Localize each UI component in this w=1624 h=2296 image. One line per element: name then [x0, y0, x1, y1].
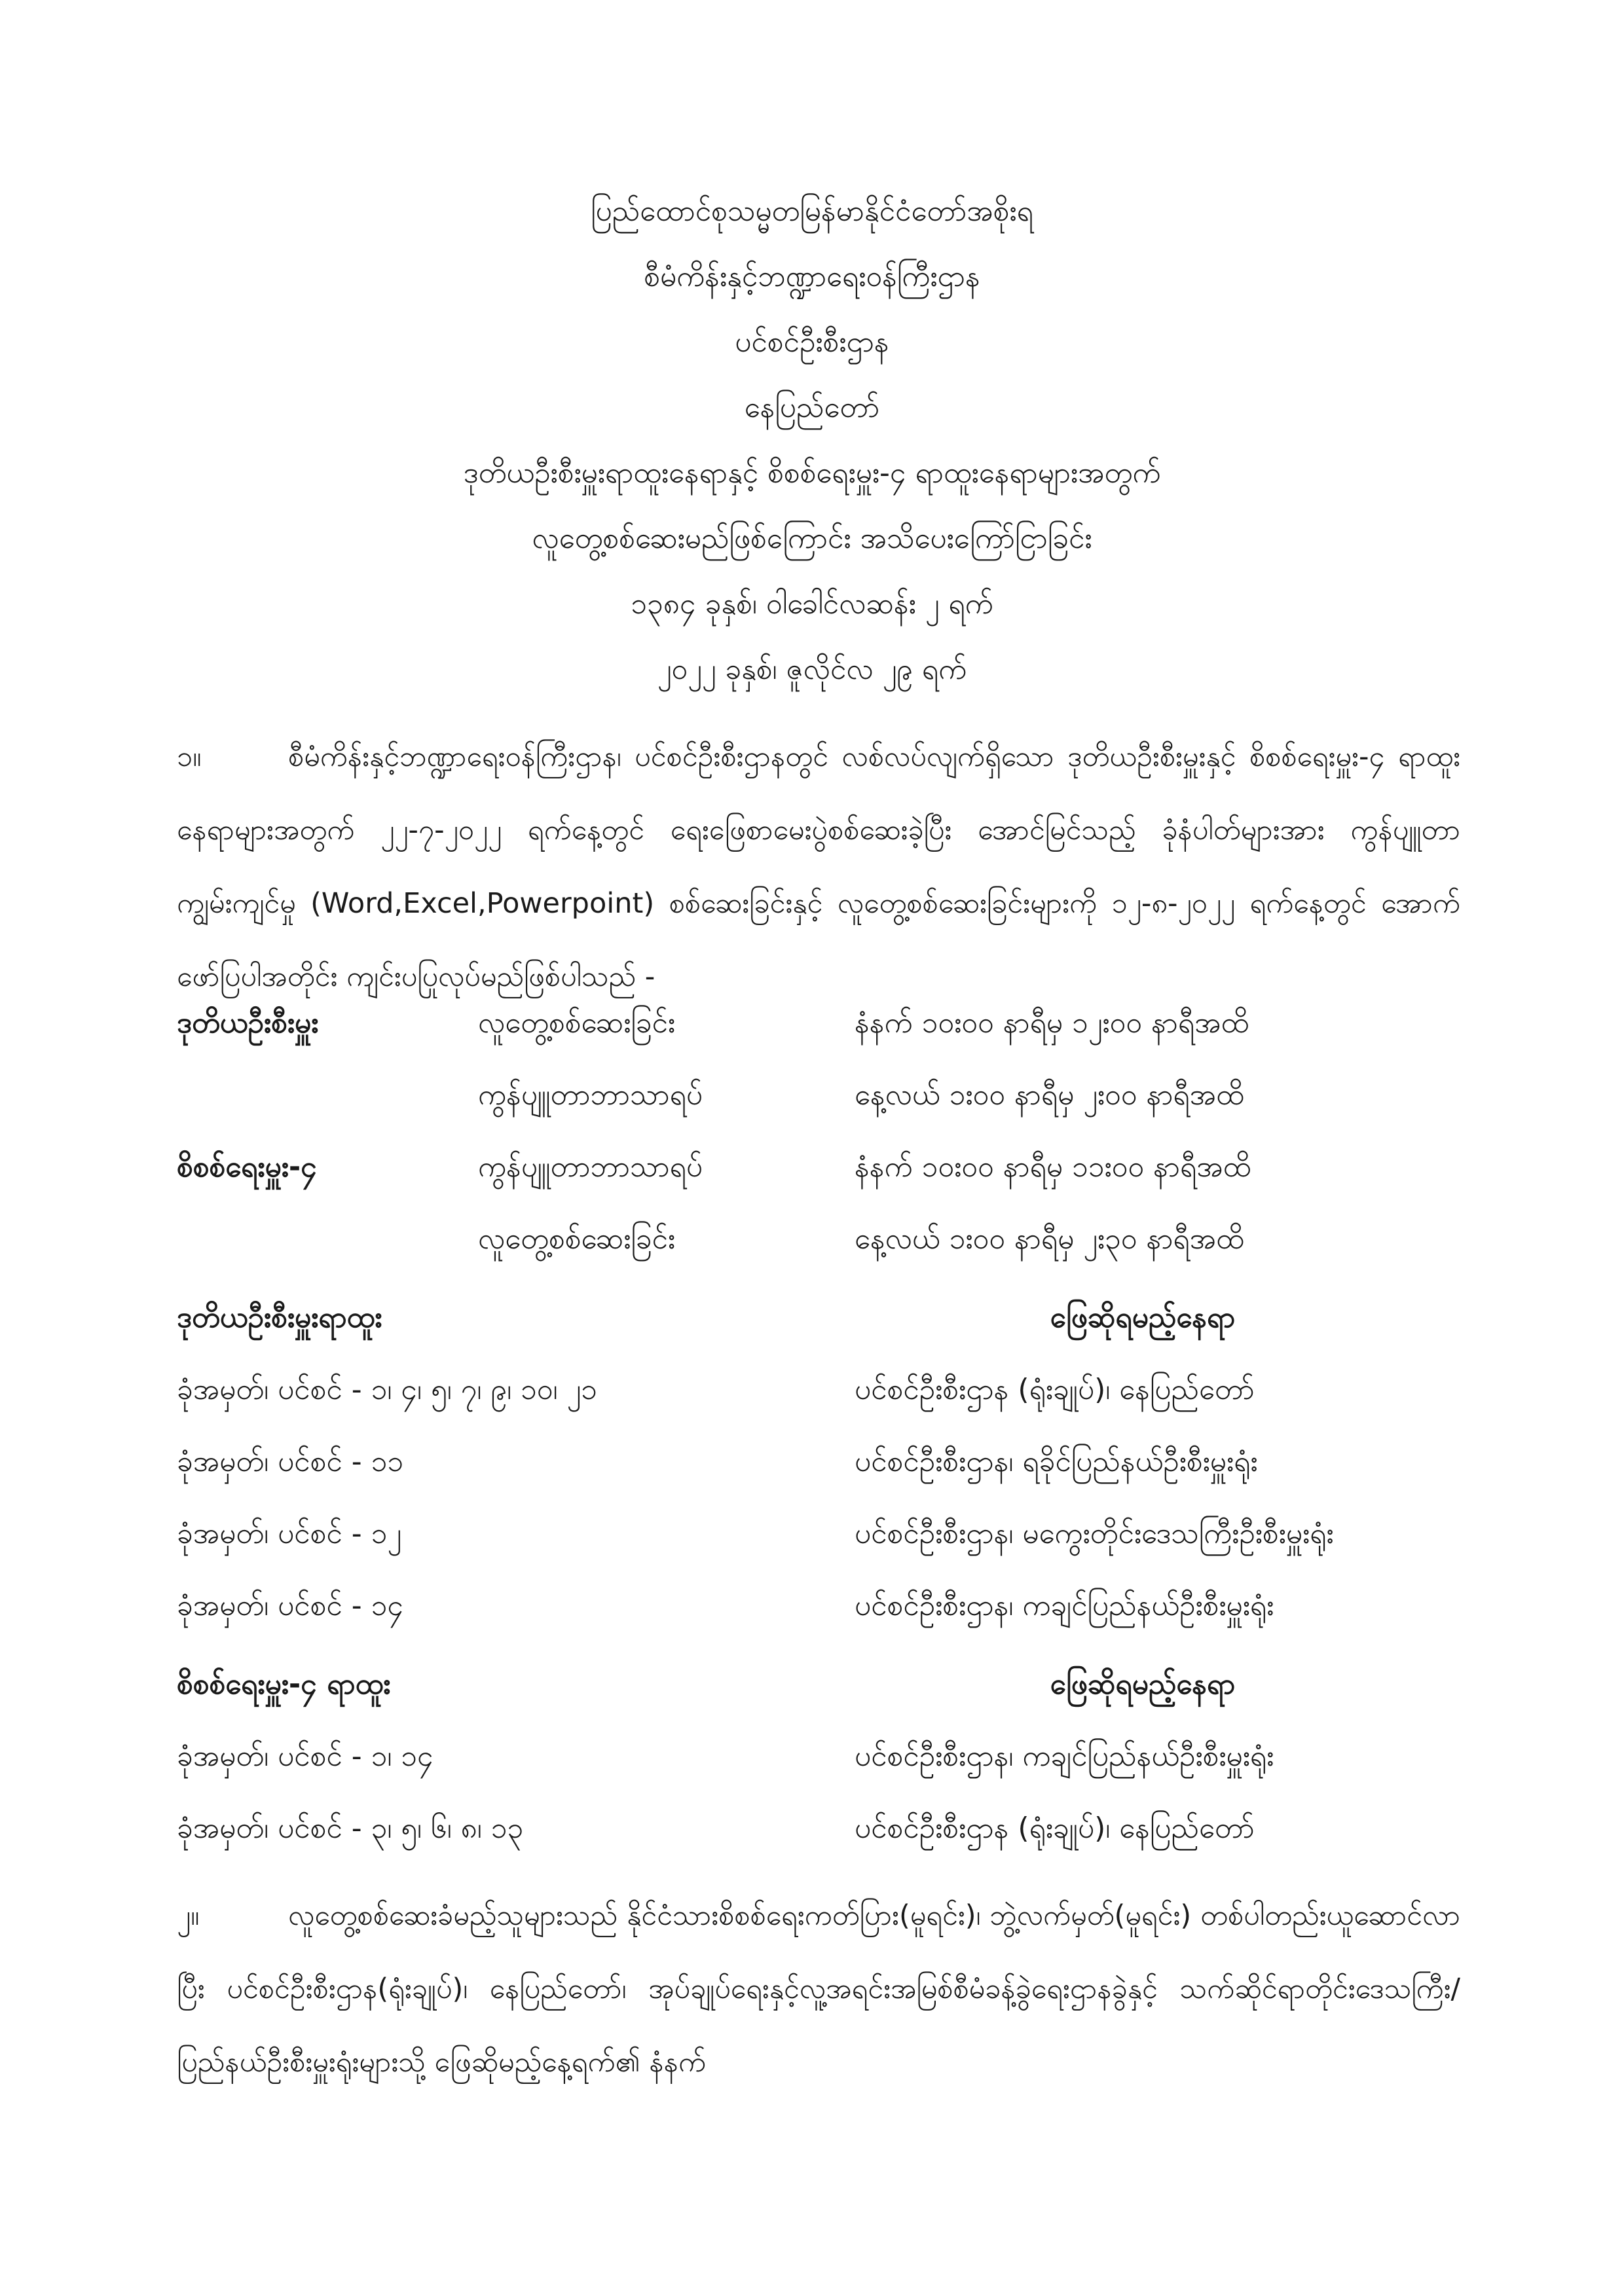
- exam-location: ပင်စင်ဦးစီးဌာန၊ ကချင်ပြည်နယ်ဦးစီးမှူးရုံး: [855, 1589, 1274, 1622]
- header-ministry: စီမံကိန်းနှင့်ဘဏ္ဍာရေးဝန်ကြီးဌာန: [644, 260, 980, 293]
- seat-numbers: ခုံအမှတ်၊ ပင်စင် - ၁၊ ၄၊ ၅၊ ၇၊ ၉၊ ၁၀၊ ၂၁: [177, 1373, 597, 1406]
- exam-location: ပင်စင်ဦးစီးဌာန၊ ရခိုင်ပြည်နယ်ဦးစီးမှူးရုံး: [855, 1445, 1258, 1478]
- header-department: ပင်စင်ဦးစီးဌာန: [735, 325, 889, 359]
- paragraph-number: ၁။: [177, 740, 202, 773]
- schedule-time: နေ့လယ် ၁း၀၀ နာရီမှ ၂း၀၀ နာရီအထိ: [855, 1078, 1244, 1112]
- exam-location: ပင်စင်ဦးစီးဌာန (ရုံးချုပ်)၊ နေပြည်တော်: [855, 1373, 1255, 1406]
- header-subject: ဒုတိယဦးစီးမှူးရာထူးနေရာနှင့် စိစစ်ရေးမှူး-၄ ရာထူးနေရာများအတွက်: [463, 456, 1161, 490]
- seat-numbers: ခုံအမှတ်၊ ပင်စင် - ၁၂: [177, 1517, 401, 1550]
- header-gregorian-date: ၂၀၂၂ ခုနှစ်၊ ဇူလိုင်လ ၂၉ ရက်: [657, 653, 967, 686]
- paragraph-text: လူတွေ့စစ်ဆေးခံမည့်သူများသည် နိုင်ငံသားစိစစ်ရေးကတ်ပြား(မူရင်း)၊ ဘွဲ့လက်မှတ်(မူရင်း) တစ်ပါတည်းယူဆောင်လာပြီး ပင်စင်ဦးစီးဌာန(ရုံးချုပ်)၊ နေပြည်တော်၊ အုပ်ချုပ်ရေးနှင့်လူ့အရင်းအမြစ်စီမံခန့်ခွဲရေးဌာနခွဲနှင့် သက်ဆိုင်ရာတိုင်းဒေသကြီး/ပြည်နယ်ဦးစီးမှူးရုံးများသို့ ဖြေဆိုမည့်နေ့ရက်၏ နံနက်: [177, 1899, 1460, 2079]
- seat-numbers: ခုံအမှတ်၊ ပင်စင် - ၁၊ ၁၄: [177, 1740, 434, 1773]
- schedule-item: ကွန်ပျူတာဘာသာရပ်: [478, 1150, 703, 1184]
- paragraph-text: စီမံကိန်းနှင့်ဘဏ္ဍာရေးဝန်ကြီးဌာန၊ ပင်စင်ဦးစီးဌာနတွင် လစ်လပ်လျက်ရှိသော ဒုတိယဦးစီးမှူးနှင့် စိစစ်ရေးမှူး-၄ ရာထူးနေရာများအတွက် ၂၂-၇-၂၀၂၂ ရက်နေ့တွင် ရေးဖြေစာမေးပွဲစစ်ဆေးခဲ့ပြီး အောင်မြင်သည့် ခုံနံပါတ်များအား ကွန်ပျူတာကျွမ်းကျင်မှု (Word,Excel,Powerpoint) စစ်ဆေးခြင်းနှင့် လူတွေ့စစ်ဆေးခြင်းများကို ၁၂-၈-၂၀၂၂ ရက်နေ့တွင် အောက်ဖော်ပြပါအတိုင်း ကျင်းပပြုလုပ်မည်ဖြစ်ပါသည် -: [177, 740, 1460, 993]
- schedule-time: နေ့လယ် ၁း၀၀ နာရီမှ ၂း၃၀ နာရီအထိ: [855, 1222, 1244, 1256]
- location-heading: ဖြေဆိုရမည့်နေရာ: [1050, 1301, 1236, 1334]
- paragraph-number: ၂။: [177, 1899, 200, 1932]
- exam-location: ပင်စင်ဦးစီးဌာန၊ ကချင်ပြည်နယ်ဦးစီးမှူးရုံး: [855, 1740, 1274, 1773]
- header-city: နေပြည်တော်: [744, 391, 880, 424]
- schedule-item: ကွန်ပျူတာဘာသာရပ်: [478, 1078, 703, 1112]
- schedule-post: ဒုတိယဦးစီးမှူး: [177, 1006, 319, 1040]
- header-myanmar-date: ၁၃၈၄ ခုနှစ်၊ ဝါခေါင်လဆန်း ၂ ရက်: [631, 587, 993, 621]
- schedule-item: လူတွေ့စစ်ဆေးခြင်း: [478, 1222, 676, 1256]
- schedule-item: လူတွေ့စစ်ဆေးခြင်း: [478, 1006, 676, 1040]
- location-heading: ဖြေဆိုရမည့်နေရာ: [1050, 1667, 1236, 1701]
- seat-numbers: ခုံအမှတ်၊ ပင်စင် - ၃၊ ၅၊ ၆၊ ၈၊ ၁၃: [177, 1812, 524, 1845]
- seat-numbers: ခုံအမှတ်၊ ပင်စင် - ၁၁: [177, 1445, 404, 1478]
- paragraph-2: [177, 1879, 1460, 2099]
- header-government: ပြည်ထောင်စုသမ္မတမြန်မာနိုင်ငံတော်အစိုးရ: [591, 194, 1033, 228]
- paragraph-1: [177, 720, 1460, 1013]
- header-announcement-title: လူတွေ့စစ်ဆေးမည်ဖြစ်ကြောင်း အသိပေးကြော်ငြာခြင်း: [532, 522, 1092, 555]
- section-title-inspector: စိစစ်ရေးမှူး-၄ ရာထူး: [177, 1667, 391, 1701]
- section-title-deputy-officer: ဒုတိယဦးစီးမှူးရာထူး: [177, 1301, 382, 1334]
- exam-location: ပင်စင်ဦးစီးဌာန (ရုံးချုပ်)၊ နေပြည်တော်: [855, 1812, 1255, 1845]
- seat-numbers: ခုံအမှတ်၊ ပင်စင် - ၁၄: [177, 1589, 404, 1622]
- schedule-post: စိစစ်ရေးမှူး-၄: [177, 1150, 317, 1184]
- exam-location: ပင်စင်ဦးစီးဌာန၊ မကွေးတိုင်းဒေသကြီးဦးစီးမှူးရုံး: [855, 1517, 1334, 1550]
- schedule-time: နံနက် ၁၀း၀၀ နာရီမှ ၁၂း၀၀ နာရီအထိ: [855, 1006, 1249, 1040]
- schedule-time: နံနက် ၁၀း၀၀ နာရီမှ ၁၁း၀၀ နာရီအထိ: [855, 1150, 1251, 1184]
